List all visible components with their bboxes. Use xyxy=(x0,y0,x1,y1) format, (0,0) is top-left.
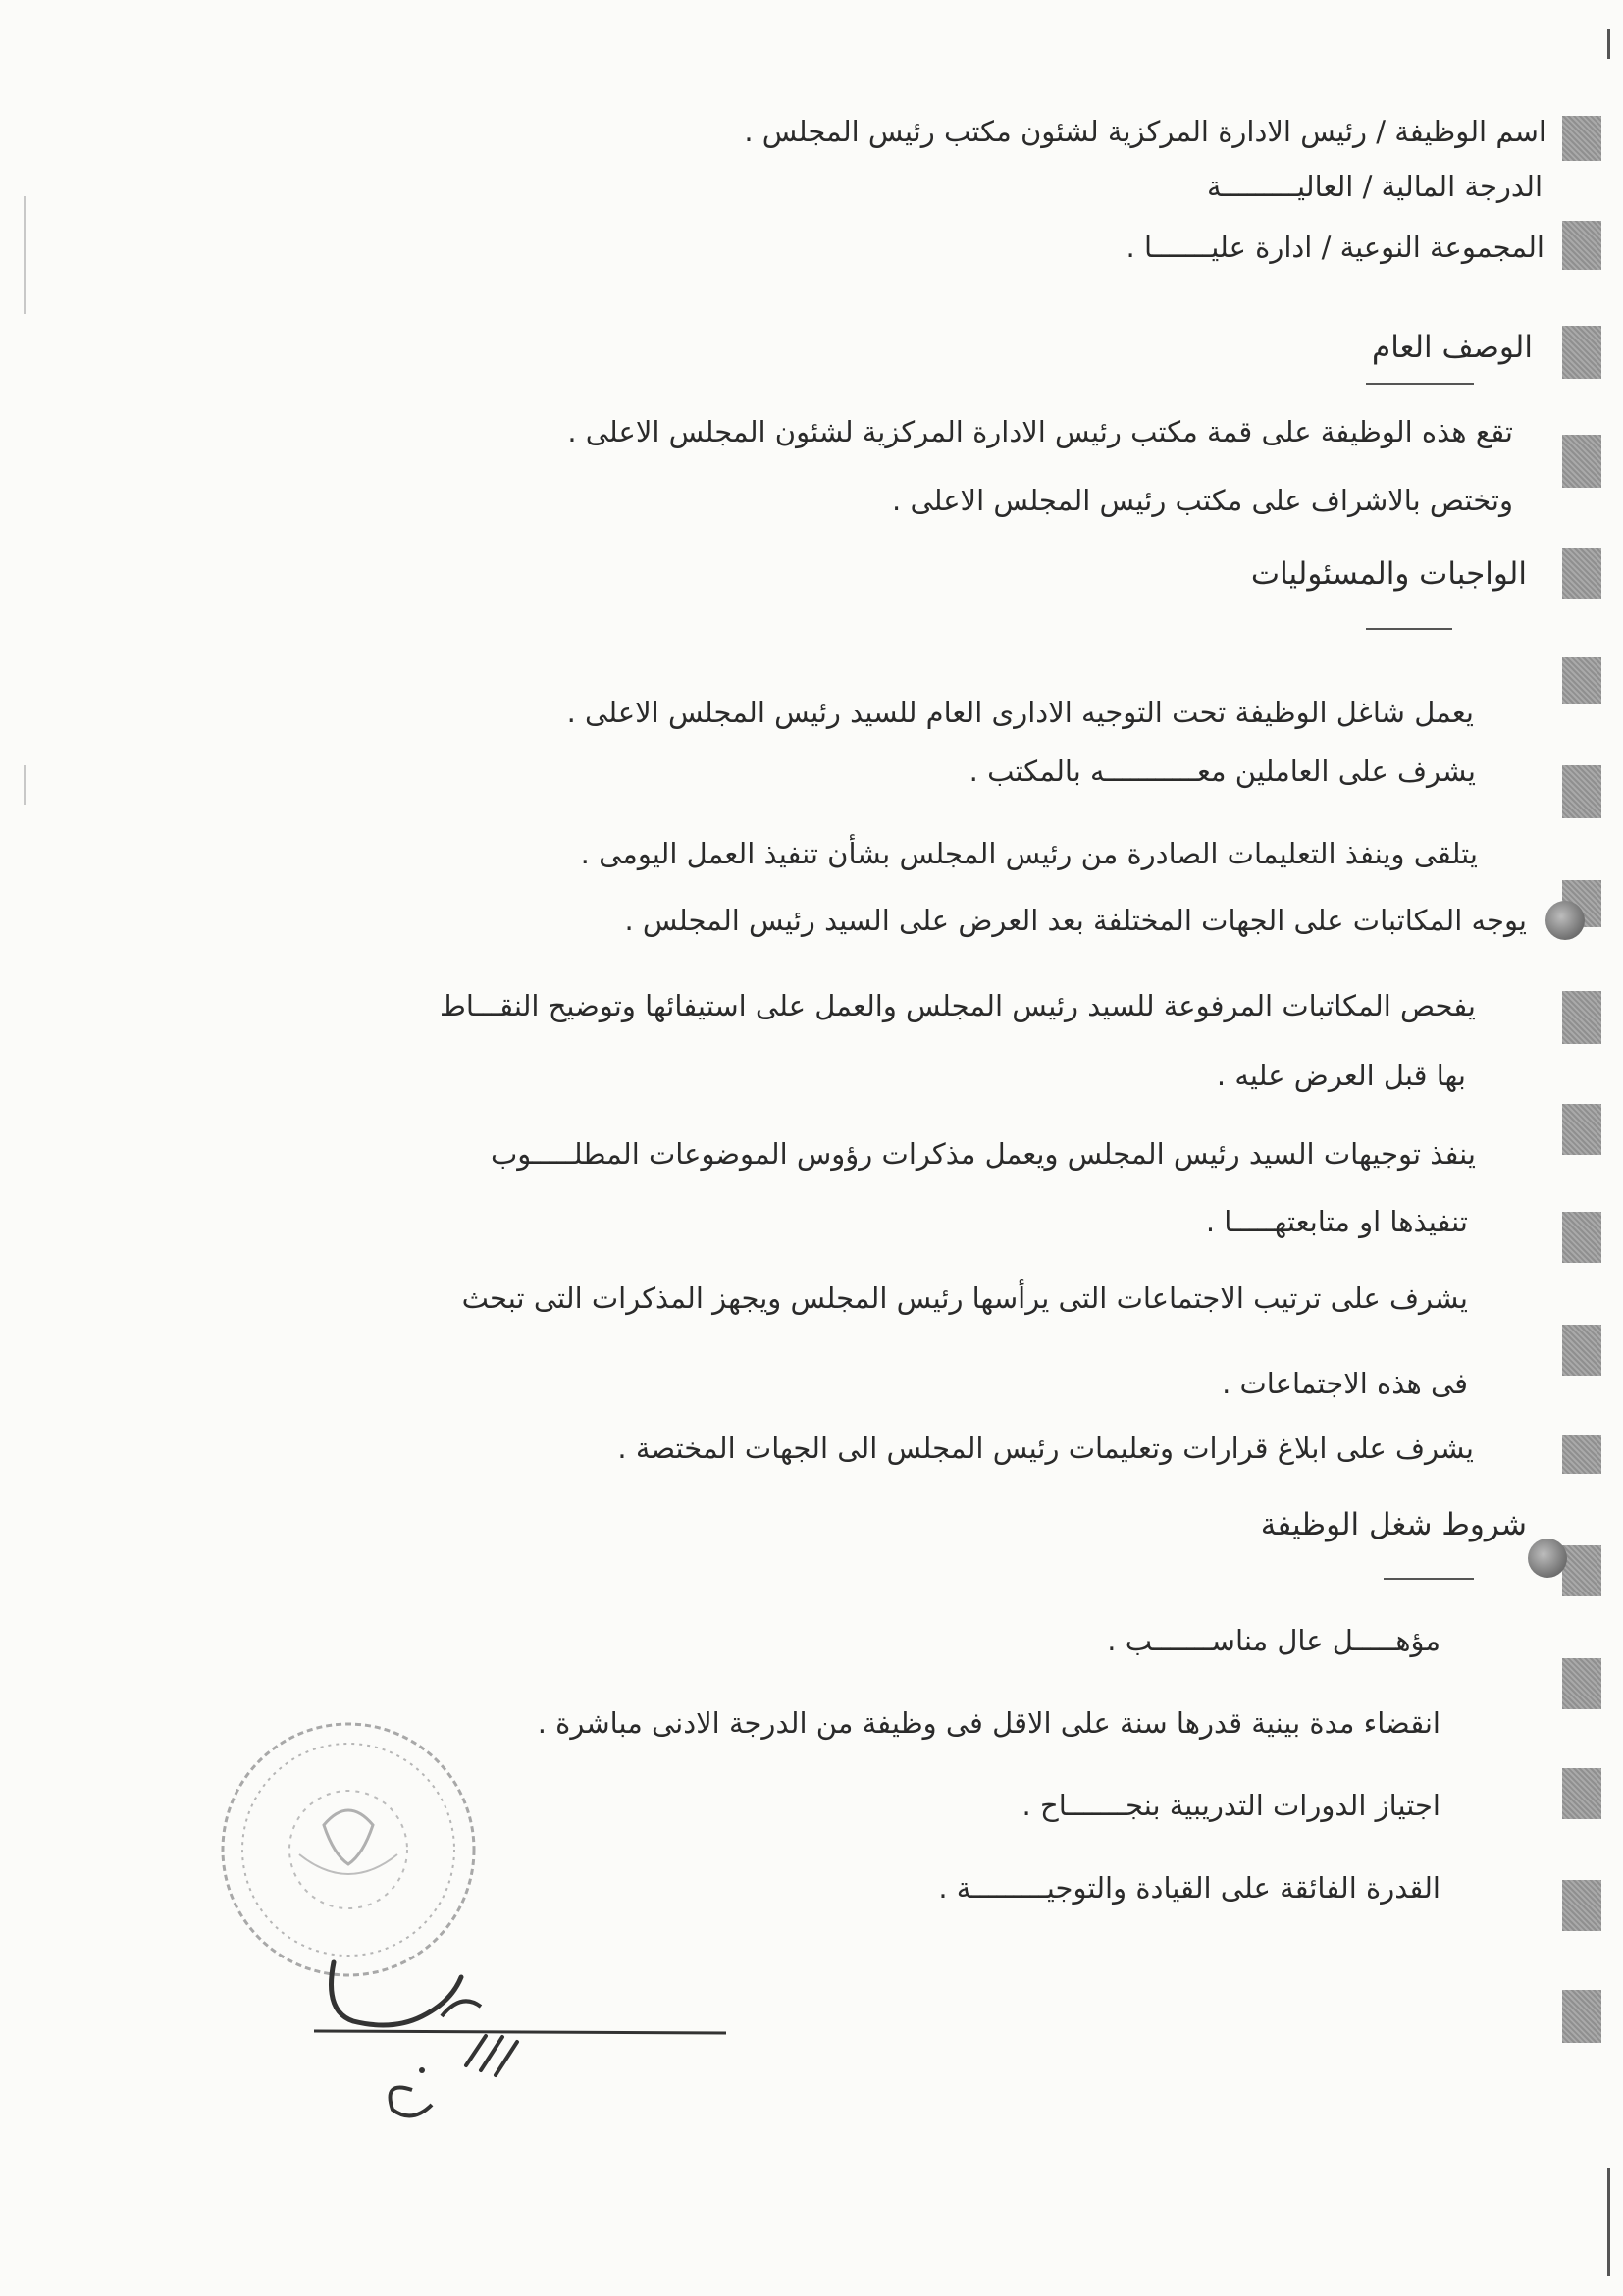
requirement-item: القدرة الفائقة على القيادة والتوجيـــــــــة . xyxy=(938,1871,1440,1905)
requirement-item: مؤهـــــل عال مناســـــــب . xyxy=(1107,1624,1440,1657)
group-line: المجموعة النوعية / ادارة عليـــــــا . xyxy=(1126,231,1544,264)
requirements-heading: شروط شغل الوظيفة xyxy=(1260,1507,1527,1542)
description-item: تقع هذه الوظيفة على قمة مكتب رئيس الادارة المركزية لشئون المجلس الاعلى . xyxy=(567,415,1513,448)
margin-tab xyxy=(1562,1990,1601,2043)
margin-tab xyxy=(1562,657,1601,704)
margin-tab xyxy=(1562,1325,1601,1376)
duty-item: يفحص المكاتبات المرفوعة للسيد رئيس المجلس والعمل على استيفائها وتوضيح النقـــاط xyxy=(440,989,1476,1022)
margin-tab xyxy=(1562,765,1601,818)
duty-item: ينفذ توجيهات السيد رئيس المجلس ويعمل مذكرات رؤوس الموضوعات المطلـــــوب xyxy=(490,1137,1476,1171)
margin-tab xyxy=(1562,1435,1601,1474)
duties-heading: الواجبات والمسئوليات xyxy=(1250,556,1527,592)
description-item: وتختص بالاشراف على مكتب رئيس المجلس الاعلى . xyxy=(892,484,1513,517)
duty-item: يشرف على ابلاغ قرارات وتعليمات رئيس المجلس الى الجهات المختصة . xyxy=(617,1432,1474,1465)
margin-tab xyxy=(1562,116,1601,161)
margin-tab xyxy=(1562,548,1601,599)
margin-tab xyxy=(1562,1658,1601,1709)
scan-noise xyxy=(24,196,26,314)
duty-item: يشرف على العاملين معـــــــــــه بالمكتب . xyxy=(969,755,1476,788)
requirement-item: انقضاء مدة بينية قدرها سنة على الاقل فى وظيفة من الدرجة الادنى مباشرة . xyxy=(537,1706,1440,1740)
duty-item: يتلقى وينفذ التعليمات الصادرة من رئيس المجلس بشأن تنفيذ العمل اليومى . xyxy=(580,837,1478,870)
margin-tab xyxy=(1562,1104,1601,1155)
signature xyxy=(294,1923,746,2139)
margin-tab xyxy=(1562,221,1601,270)
heading-underline xyxy=(1366,383,1474,385)
scan-noise xyxy=(24,765,26,805)
duty-item: يشرف على ترتيب الاجتماعات التى يرأسها رئيس المجلس ويجهز المذكرات التى تبحث xyxy=(461,1281,1468,1315)
signature-mark xyxy=(397,2070,398,2071)
job-title-line: اسم الوظيفة / رئيس الادارة المركزية لشئون مكتب رئيس المجلس . xyxy=(744,115,1546,148)
requirement-item: اجتياز الدورات التدريبية بنجـــــــاح . xyxy=(1021,1789,1440,1822)
margin-tab xyxy=(1562,1880,1601,1931)
margin-tab xyxy=(1562,435,1601,488)
heading-underline xyxy=(1384,1578,1474,1580)
margin-tab xyxy=(1562,1212,1601,1263)
heading-underline xyxy=(1366,628,1452,630)
duty-item-continuation: بها قبل العرض عليه . xyxy=(1216,1059,1466,1092)
duty-item-continuation: تنفيذها او متابعتهـــــا . xyxy=(1205,1205,1468,1238)
margin-tab xyxy=(1562,326,1601,379)
general-description-heading: الوصف العام xyxy=(1372,330,1533,365)
margin-tab xyxy=(1562,1768,1601,1819)
punch-hole xyxy=(1545,901,1585,940)
punch-hole xyxy=(1528,1539,1567,1578)
duty-item: يوجه المكاتبات على الجهات المختلفة بعد العرض على السيد رئيس المجلس . xyxy=(624,904,1527,937)
margin-tab xyxy=(1562,1545,1601,1596)
scan-edge xyxy=(1607,29,1610,59)
scan-edge xyxy=(1607,2168,1610,2276)
grade-line: الدرجة المالية / العاليـــــــــة xyxy=(1207,170,1543,203)
margin-tab xyxy=(1562,991,1601,1044)
duty-item: يعمل شاغل الوظيفة تحت التوجيه الادارى العام للسيد رئيس المجلس الاعلى . xyxy=(566,696,1474,729)
duty-item-continuation: فى هذه الاجتماعات . xyxy=(1222,1367,1468,1400)
